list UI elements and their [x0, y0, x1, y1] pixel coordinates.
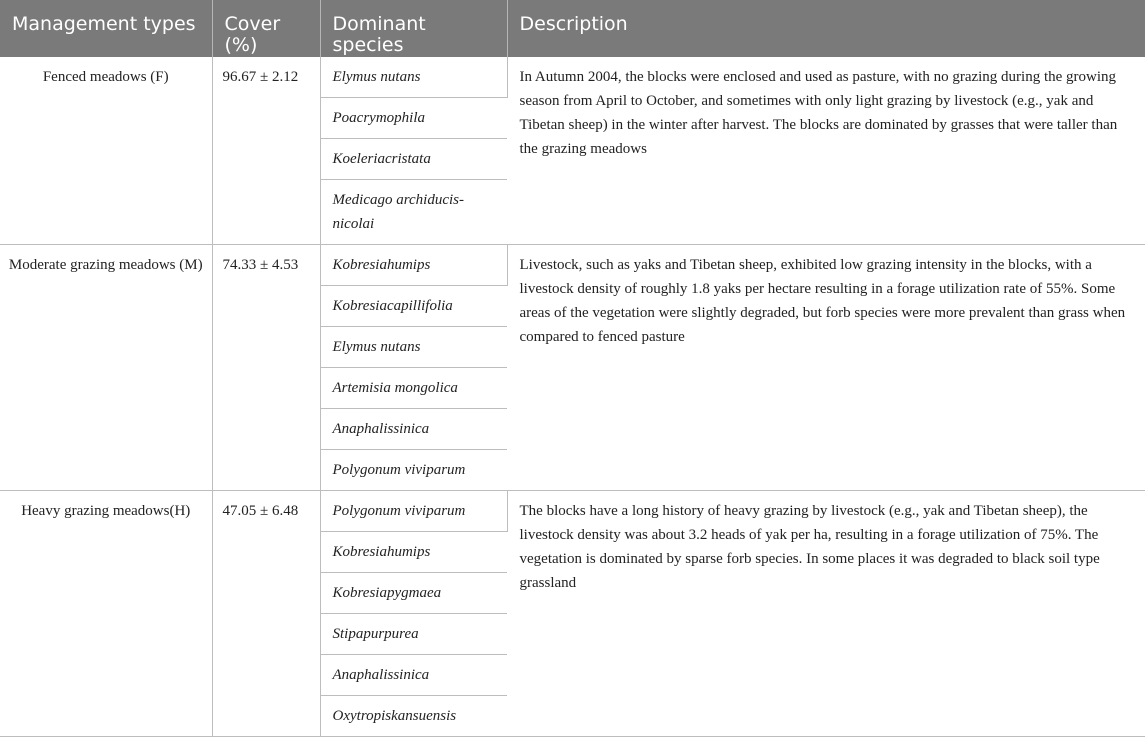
species-name: Elymus nutans [332, 69, 421, 85]
species-name: Elymus nutans [332, 339, 421, 355]
species-name: Poacrymophila [332, 110, 425, 126]
cover-cell: 47.05 ± 6.48 [212, 491, 320, 737]
species-name: Polygonum viviparum [332, 503, 466, 519]
species-cell [320, 139, 507, 180]
table-row [0, 57, 1145, 98]
management-type-cell: Heavy grazing meadows(H) [0, 491, 212, 737]
species-name: Medicago archiducis-nicolai [332, 192, 464, 232]
species-name: Anaphalissinica [332, 421, 430, 437]
species-cell [320, 368, 507, 409]
species-name: Anaphalissinica [332, 667, 430, 683]
description-cell: Livestock, such as yaks and Tibetan sheep, exhibited low grazing intensity in the blocks, with a livestock density of roughly 1.8 yaks per hectare resulting in a forage utilization rate of 55%. Some areas of the vegetation were slightly degraded, but forb species were more prevalent than grass when compared to fenced pasture [519, 257, 1126, 345]
species-cell [320, 409, 507, 450]
header-species: Dominant species [320, 0, 507, 57]
species-cell [320, 696, 507, 737]
species-cell [320, 573, 507, 614]
species-name: Kobresiacapillifolia [332, 298, 453, 314]
cover-cell: 74.33 ± 4.53 [212, 245, 320, 491]
description-cell: In Autumn 2004, the blocks were enclosed and used as pasture, with no grazing during the growing season from April to October, and sometimes with only light grazing by livestock (e.g., yak and Tibetan sheep) in the winter after harvest. The blocks are dominated by grasses that were taller than the grazing meadows [519, 69, 1118, 157]
management-type-cell: Fenced meadows (F) [0, 57, 212, 245]
species-cell [320, 327, 507, 368]
description-cell: The blocks have a long history of heavy grazing by livestock (e.g., yak and Tibetan sheep), the livestock density was about 3.2 heads of yak per ha, resulting in a forage utilization of 75%. The vegetation is dominated by sparse forb species. In some places it was degraded to black soil type grassland [519, 503, 1100, 591]
header-management: Management types [0, 0, 212, 57]
species-cell [320, 98, 507, 139]
species-name: Stipapurpurea [332, 626, 419, 642]
species-name: Kobresiahumips [332, 544, 431, 560]
species-cell [320, 532, 507, 573]
species-name: Oxytropiskansuensis [332, 708, 457, 724]
table-body [0, 57, 1145, 737]
species-cell [320, 245, 507, 286]
species-cell [320, 655, 507, 696]
species-cell [320, 614, 507, 655]
species-cell [320, 286, 507, 327]
header-cover: Cover (%) [212, 0, 320, 57]
species-name: Koeleriacristata [332, 151, 431, 167]
species-cell [320, 180, 507, 245]
species-name: Artemisia mongolica [332, 380, 458, 396]
cover-cell: 96.67 ± 2.12 [212, 57, 320, 245]
species-cell [320, 57, 507, 98]
table-header [0, 0, 1145, 57]
table-row [0, 491, 1145, 532]
species-cell [320, 491, 507, 532]
header-description: Description [507, 0, 1145, 57]
species-name: Kobresiapygmaea [332, 585, 442, 601]
species-cell [320, 450, 507, 491]
table-row [0, 245, 1145, 286]
management-type-cell: Moderate grazing meadows (M) [0, 245, 212, 491]
species-name: Polygonum viviparum [332, 462, 466, 478]
species-name: Kobresiahumips [332, 257, 431, 273]
